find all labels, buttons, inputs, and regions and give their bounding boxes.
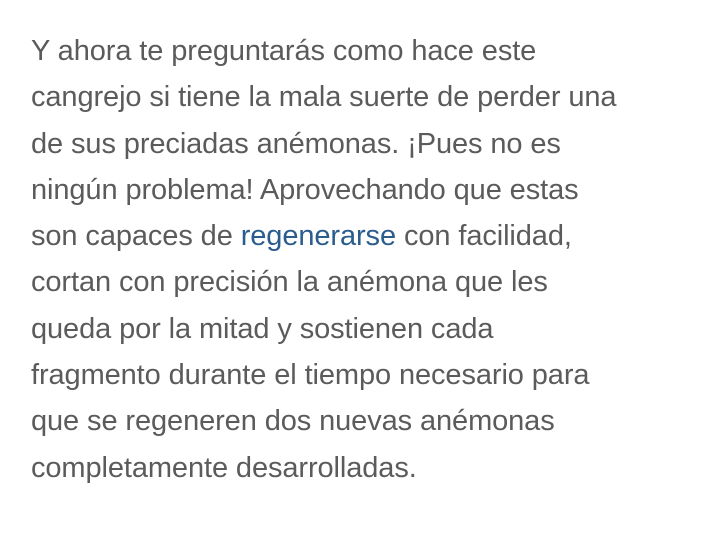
text-line-with-link <box>31 213 701 259</box>
text-line: ningún problema! Aprovechando que estas <box>31 173 579 206</box>
text-line: completamente desarrolladas. <box>31 451 417 484</box>
regenerarse-link[interactable]: regenerarse <box>240 220 396 253</box>
text-line: queda por la mitad y sostienen cada <box>31 312 494 345</box>
text-line: cangrejo si tiene la mala suerte de perder una <box>31 81 617 114</box>
text-segment: con facilidad, <box>395 220 572 253</box>
text-line: de sus preciadas anémonas. ¡Pues no es <box>31 127 561 160</box>
text-line: fragmento durante el tiempo necesario para <box>31 359 590 392</box>
text-line: cortan con precisión la anémona que les <box>31 266 548 299</box>
text-segment: son capaces de <box>31 220 241 253</box>
article-paragraph <box>31 28 701 491</box>
text-line: que se regeneren dos nuevas anémonas <box>31 405 555 438</box>
text-line: Y ahora te preguntarás como hace este <box>31 35 537 67</box>
